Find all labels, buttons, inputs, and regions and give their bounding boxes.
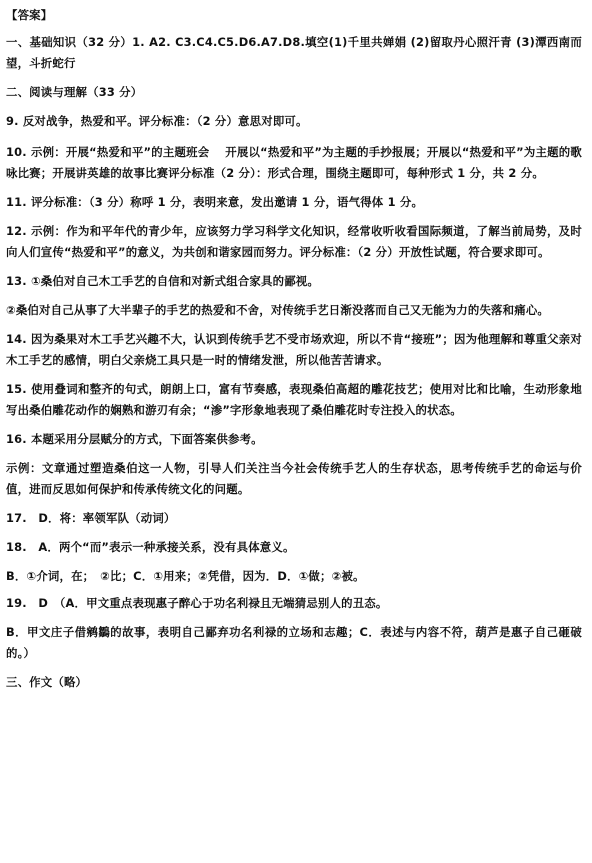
answer-header: 【答案】 (6, 8, 53, 22)
section-composition: 三、作文（略） (6, 675, 88, 689)
answer-11: 11. 评分标准：（3 分）称呼 1 分，表明来意，发出邀请 1 分，语气得体 1 分。 (6, 195, 424, 209)
answer-10: 10. 示例：开展“热爱和平”的主题班会 开展以“热爱和平”为主题的手抄报展；开展以“热爱和平”为主题的歌咏比赛；开展讲英雄的故事比赛评分标准（2 分）：形式合理，围绕主题即可，每种形式 1 分，共 2 分。 (6, 145, 582, 180)
answer-14: 14. 因为桑果对木工手艺兴趣不大，认识到传统手艺不受市场欢迎，所以不肯“接班”；因为他理解和尊重父亲对木工手艺的感情，明白父亲烧工具只是一时的情绪发泄，所以他苦苦请求。 (6, 332, 582, 367)
answer-16-example: 示例：文章通过塑造桑伯这一人物，引导人们关注当今社会传统手艺人的生存状态，思考传统手艺的命运与价值，进而反思如何保护和传承传统文化的问题。 (6, 461, 582, 496)
answer-12: 12. 示例：作为和平年代的青少年，应该努力学习科学文化知识，经常收听收看国际频道，了解当前局势，及时向人们宣传“热爱和平”的意义，为共创和谐家园而努力。评分标准：（2 分）开放性试题，符合要求即可。 (6, 224, 582, 259)
section-basic-knowledge: 一、基础知识（32 分）1. A2. C3.C4.C5.D6.A7.D8.填空(1)千里共婵娟 (2)留取丹心照汗青 (3)潭西南而望，斗折蛇行 (6, 35, 582, 70)
answer-18-options: B．①介词，在； ②比；C．①用来；②凭借，因为．D．①做；②被。 (6, 569, 365, 583)
answer-19: 19. D （A．甲文重点表现惠子醉心于功名利禄且无端猜忌别人的丑态。 (6, 596, 388, 610)
answer-16: 16. 本题采用分层赋分的方式，下面答案供参考。 (6, 432, 263, 446)
answer-13-part-1: 13. ①桑伯对自己木工手艺的自信和对新式组合家具的鄙视。 (6, 274, 319, 288)
answer-18: 18. A．两个“而”表示一种承接关系，没有具体意义。 (6, 540, 295, 554)
answer-15: 15. 使用叠词和整齐的句式，朗朗上口，富有节奏感，表现桑伯高超的雕花技艺；使用对比和比喻，生动形象地写出桑伯雕花动作的娴熟和游刃有余；“渗”字形象地表现了桑伯雕花时专注投入的状态。 (6, 382, 582, 417)
answer-19-explanation: B．甲文庄子借鹓鶵的故事，表明自己鄙弃功名利禄的立场和志趣；C．表述与内容不符，葫芦是惠子自己砸破的。） (6, 625, 582, 660)
answer-13-part-2: ②桑伯对自己从事了大半辈子的手艺的热爱和不舍，对传统手艺日渐没落而自己又无能为力的失落和痛心。 (6, 303, 550, 317)
answer-17: 17. D．将：率领军队（动词） (6, 511, 176, 525)
answer-9: 9. 反对战争，热爱和平。评分标准：（2 分）意思对即可。 (6, 114, 308, 128)
section-reading-heading: 二、阅读与理解（33 分） (6, 85, 143, 99)
